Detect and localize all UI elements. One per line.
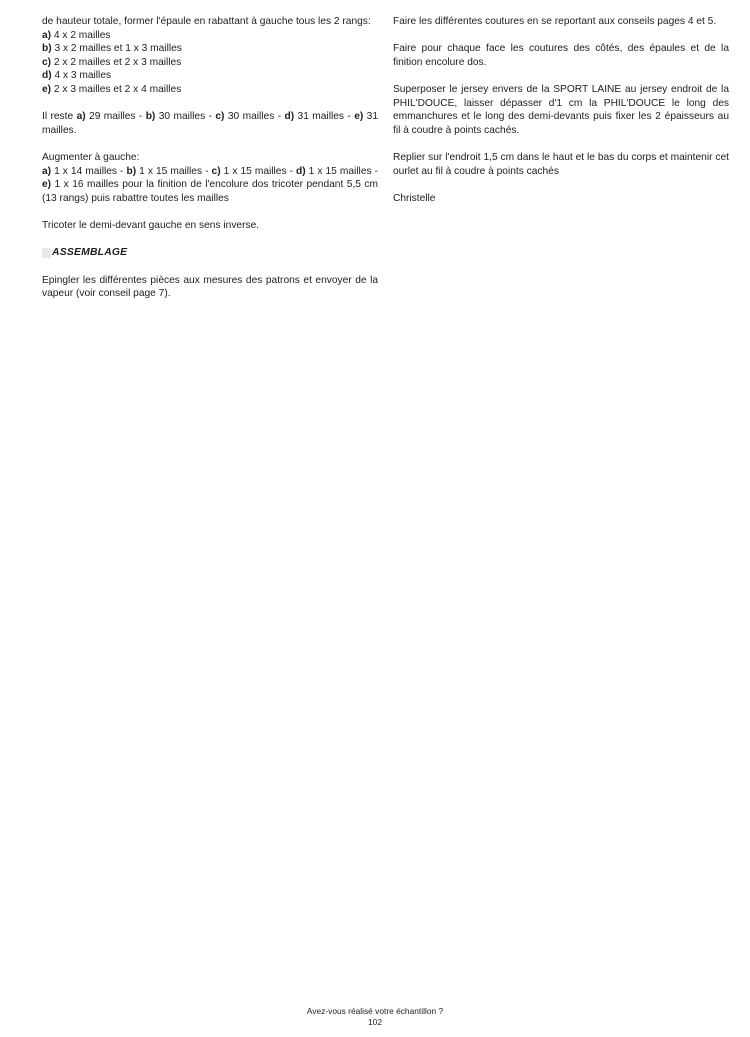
footer-question: Avez-vous réalisé votre échantillon ? [306,1006,444,1016]
paragraph-hem: Replier sur l'endroit 1,5 cm dans le haut et le bas du corps et maintenir cet ourlet au fil à coudre à points cachés [393,151,729,177]
left-column [42,15,378,314]
remaining-intro: Il reste [42,111,77,123]
shoulder-intro: de hauteur totale, former l'épaule en rabattant à gauche tous les 2 rangs: [42,16,371,27]
paragraph-seams: Faire les différentes coutures en se reportant aux conseils pages 4 et 5. [393,16,717,27]
size-line [42,56,378,70]
paragraph-shoulder [42,15,378,97]
size-label: c) [211,165,221,177]
size-line [42,42,378,56]
size-label: c) [215,111,225,123]
author-signature: Christelle [393,192,436,204]
size-label: a) [76,111,86,123]
increase-intro: Augmenter à gauche: [42,151,140,163]
size-text: 2 x 3 mailles et 2 x 4 mailles [51,83,182,95]
size-text: 1 x 14 mailles - [51,165,127,177]
size-label: b) [145,111,156,123]
size-line [42,69,378,83]
size-text: 3 x 2 mailles et 1 x 3 mailles [51,43,182,55]
size-text: 29 mailles - [85,111,146,123]
page-footer [0,1006,750,1027]
size-label: e) [42,179,52,191]
heading-text: ASSEMBLAGE [52,247,128,259]
paragraph-left-front: Tricoter le demi-devant gauche en sens inverse. [42,219,260,231]
size-label: a) [42,165,52,177]
size-label: d) [284,111,295,123]
right-column [393,15,729,219]
page-number: 102 [368,1016,382,1027]
size-text: 30 mailles - [155,111,216,123]
paragraph-superpose: Superposer le jersey envers de la SPORT LAINE au jersey endroit de la PHIL'DOUCE, laisser dépasser d'1 cm la PHIL'DOUCE le long des emmanchures et le long des demi-devants puis fixer les 2 épaisseurs au fil à coudre à points cachés. [393,83,729,136]
size-text: 31 mailles - [294,111,355,123]
paragraph-seams-each-face: Faire pour chaque face les coutures des côtés, des épaules et de la finition encolure dos. [393,43,729,68]
size-text: 30 mailles - [224,111,285,123]
size-text: 1 x 15 mailles - [136,165,212,177]
paragraph-pin-steam: Epingler les différentes pièces aux mesures des patrons et envoyer de la vapeur (voir conseil page 7). [42,274,378,300]
heading-marker [42,248,51,258]
paragraph-remaining-stitches [42,110,378,137]
size-label: e) [42,83,52,95]
size-label: c) [42,56,52,68]
size-label: d) [42,70,52,82]
size-text: 31 mailles. [42,111,378,136]
size-text: 1 x 15 mailles - [305,165,379,177]
size-text: 4 x 3 mailles [51,70,112,82]
size-label: b) [42,43,52,55]
size-text: 1 x 15 mailles - [220,165,297,177]
section-heading-assemblage [42,246,378,260]
size-label: a) [42,29,52,41]
size-label: e) [354,111,364,123]
size-label: d) [296,165,306,177]
size-line [42,83,378,97]
size-text: 2 x 2 mailles et 2 x 3 mailles [51,56,182,68]
size-text: 1 x 16 mailles pour la finition de l'encolure dos tricoter pendant 5,5 cm (13 rangs) puis rabattre toutes les mailles [42,179,378,204]
paragraph-increase [42,151,378,205]
size-label: b) [126,165,137,177]
size-text: 4 x 2 mailles [51,29,111,41]
size-line [42,29,378,43]
